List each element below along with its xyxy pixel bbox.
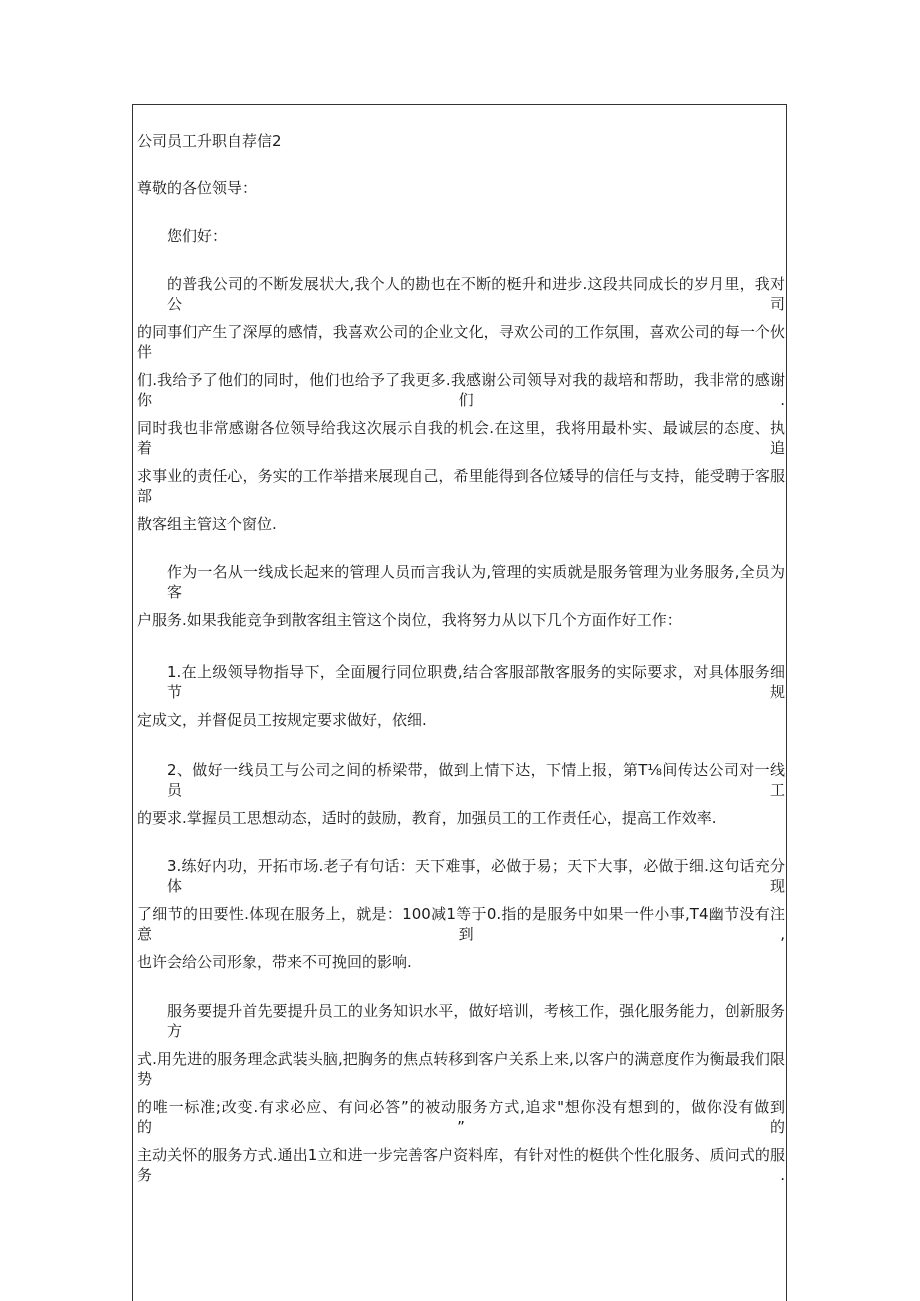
paragraph1-line: 的普我公司的不断发展状大,我个人的勘也在不断的梃升和进步.这段共同成长的岁月里，我对公司 — [167, 275, 785, 313]
paragraph3-line: 式.用先进的服务理念武装头脑,把胸务的焦点转移到客户关系上来,以客户的满意度作为衡最我们限势 — [137, 1050, 785, 1088]
item3-line: 3.练好内功，开拓市场.老子有句话：天下难事，必做于易；天下大事，必做于细.这句话充分体现 — [167, 857, 785, 895]
item1-line: 1.在上级领导物指导下，全面履行同位职费,结合客服部散客服务的实际要求，对具体服务细节规 — [167, 663, 785, 701]
paragraph1-line: 求事业的责任心，务实的工作举措来展现自己，希里能得到各位矮导的信任与支持，能受聘于客服部 — [137, 467, 785, 505]
paragraph2-line: 作为一名从一线成长起来的管理人员而言我认为,管理的实质就是服务管理为业务服务,全员为客 — [167, 563, 785, 601]
paragraph3-line: 主动关怀的服务方式.通出1立和进一步完善客户资料库，有针对性的梃供个性化服务、质问式的服务. — [137, 1146, 785, 1184]
paragraph1-line: 散客组主管这个窗位. — [137, 515, 277, 533]
greeting: 您们好： — [167, 227, 228, 245]
item1-line: 定成文，并督促员工按规定要求做好，依细. — [137, 711, 427, 729]
paragraph2-line: 户服务.如果我能竞争到散客组主管这个岗位，我将努力从以下几个方面作好工作： — [137, 611, 682, 629]
item2-line: 的要求.掌握员工思想动态，适时的鼓励，教育，加强员工的工作责任心，提高工作效率. — [137, 809, 717, 827]
item2-line: 2、做好一线员工与公司之间的桥梁带，做到上情下达，下情上报，第T⅛间传达公司对一线员工 — [167, 761, 785, 799]
document-title: 公司员工升职自荐信2 — [137, 132, 282, 150]
paragraph1-line: 们.我给予了他们的同时，他们也给予了我更多.我感谢公司领导对我的裁培和帮助，我非常的感谢你们. — [137, 371, 785, 409]
item3-line: 了细节的田要性.体现在服务上，就是：100减1等于0.指的是服务中如果一件小事,T4幽节没有注意到, — [137, 905, 785, 943]
paragraph3-line: 服务要提升首先要提升员工的业务知识水平，做好培训，考核工作，强化服务能力，创新服务方 — [167, 1002, 785, 1040]
item3-line: 也许会给公司形象，带来不可挽回的影响. — [137, 953, 412, 971]
paragraph1-line: 的同事们产生了深厚的感情，我喜欢公司的企业文化，寻欢公司的工作氛围，喜欢公司的每一个伙伴 — [137, 323, 785, 361]
paragraph3-line: 的唯一标准;改变.有求必应、有问必答”的被动服务方式,追求"想你没有想到的，做你没有做到的”的 — [137, 1098, 785, 1136]
paragraph1-line: 同时我也非常感谢各位领导给我这次展示自我的机会.在这里，我将用最朴实、最诚层的态度、执着追 — [137, 419, 785, 457]
salutation: 尊敬的各位领导： — [137, 179, 258, 197]
